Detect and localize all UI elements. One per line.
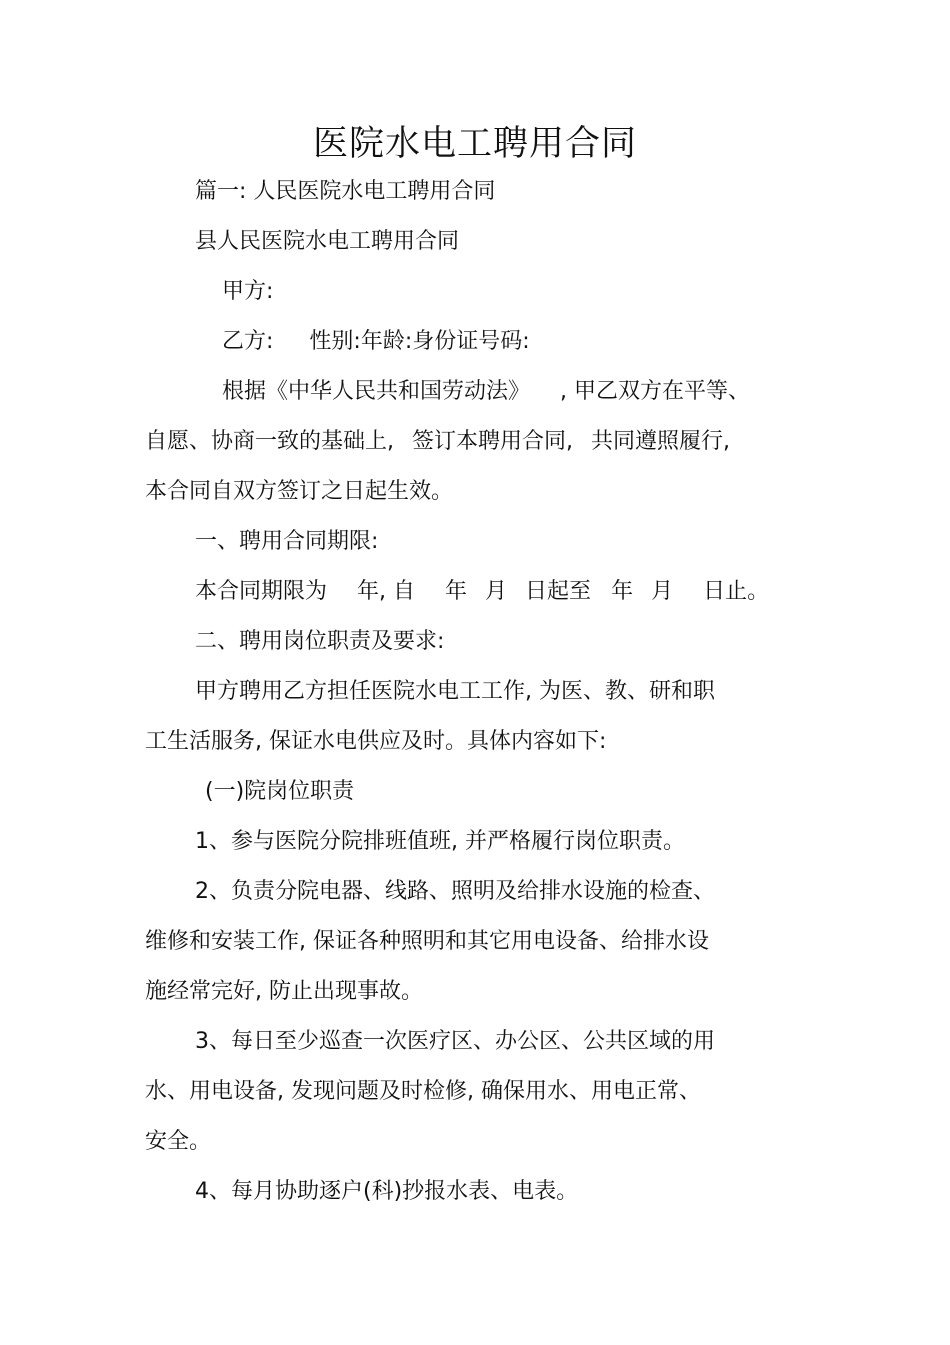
duty-item-3-line-3: 安全。 (145, 1129, 212, 1154)
party-b-label: 乙方: (222, 329, 274, 354)
section-2-heading: 二、聘用岗位职责及要求: (195, 629, 445, 654)
term-part-8: 日止。 (703, 579, 770, 604)
duty-item-1: 1、参与医院分院排班值班, 并严格履行岗位职责。 (195, 829, 685, 854)
term-part-5: 日起至 (525, 579, 592, 604)
document-title: 医院水电工聘用合同 (312, 124, 637, 164)
intro-line-2-a: 自愿、协商一致的基础上, (145, 429, 394, 454)
duty-item-4: 4、每月协助逐户(科)抄报水表、电表。 (195, 1179, 579, 1204)
section-2-sub-heading: (一)院岗位职责 (205, 779, 355, 804)
duty-item-3-line-1: 3、每日至少巡查一次医疗区、办公区、公共区域的用 (195, 1029, 715, 1054)
intro-line-2-c: 共同遵照履行, (591, 429, 730, 454)
party-a-label: 甲方: (222, 279, 274, 304)
intro-line-1-a: 根据《中华人民共和国劳动法》 (222, 379, 531, 404)
gender-label: 性别: (309, 329, 361, 354)
term-part-3: 年 (445, 579, 468, 604)
intro-line-1-b: , 甲乙双方在平等、 (560, 379, 751, 404)
term-part-6: 年 (611, 579, 634, 604)
duty-item-2-line-1: 2、负责分院电器、线路、照明及给排水设施的检查、 (195, 879, 715, 904)
intro-line-2-b: 签订本聘用合同, (412, 429, 573, 454)
contract-term-line (195, 577, 769, 607)
intro-line-1 (222, 377, 750, 407)
section-1-heading: 一、聘用合同期限: (195, 529, 379, 554)
duty-item-2-line-2: 维修和安装工作, 保证各种照明和其它用电设备、给排水设 (145, 929, 709, 954)
intro-line-2 (145, 427, 730, 457)
section-2-para-line-1: 甲方聘用乙方担任医院水电工工作, 为医、教、研和职 (195, 679, 715, 704)
duty-item-3-line-2: 水、用电设备, 发现问题及时检修, 确保用水、用电正常、 (145, 1079, 701, 1104)
section-2-para-line-2: 工生活服务, 保证水电供应及时。具体内容如下: (145, 729, 607, 754)
subtitle: 篇一: 人民医院水电工聘用合同 (195, 179, 496, 204)
age-label: 年龄: (360, 329, 413, 354)
term-part-7: 月 (651, 579, 674, 604)
contract-heading: 县人民医院水电工聘用合同 (195, 229, 460, 254)
duty-item-2-line-3: 施经常完好, 防止出现事故。 (145, 979, 423, 1004)
intro-line-3: 本合同自双方签订之日起生效。 (145, 479, 454, 504)
party-b-line (222, 327, 530, 357)
term-part-2: 年, 自 (357, 579, 416, 604)
term-part-4: 月 (485, 579, 508, 604)
term-part-1: 本合同期限为 (195, 579, 328, 604)
id-number-label: 身份证号码: (412, 329, 530, 354)
